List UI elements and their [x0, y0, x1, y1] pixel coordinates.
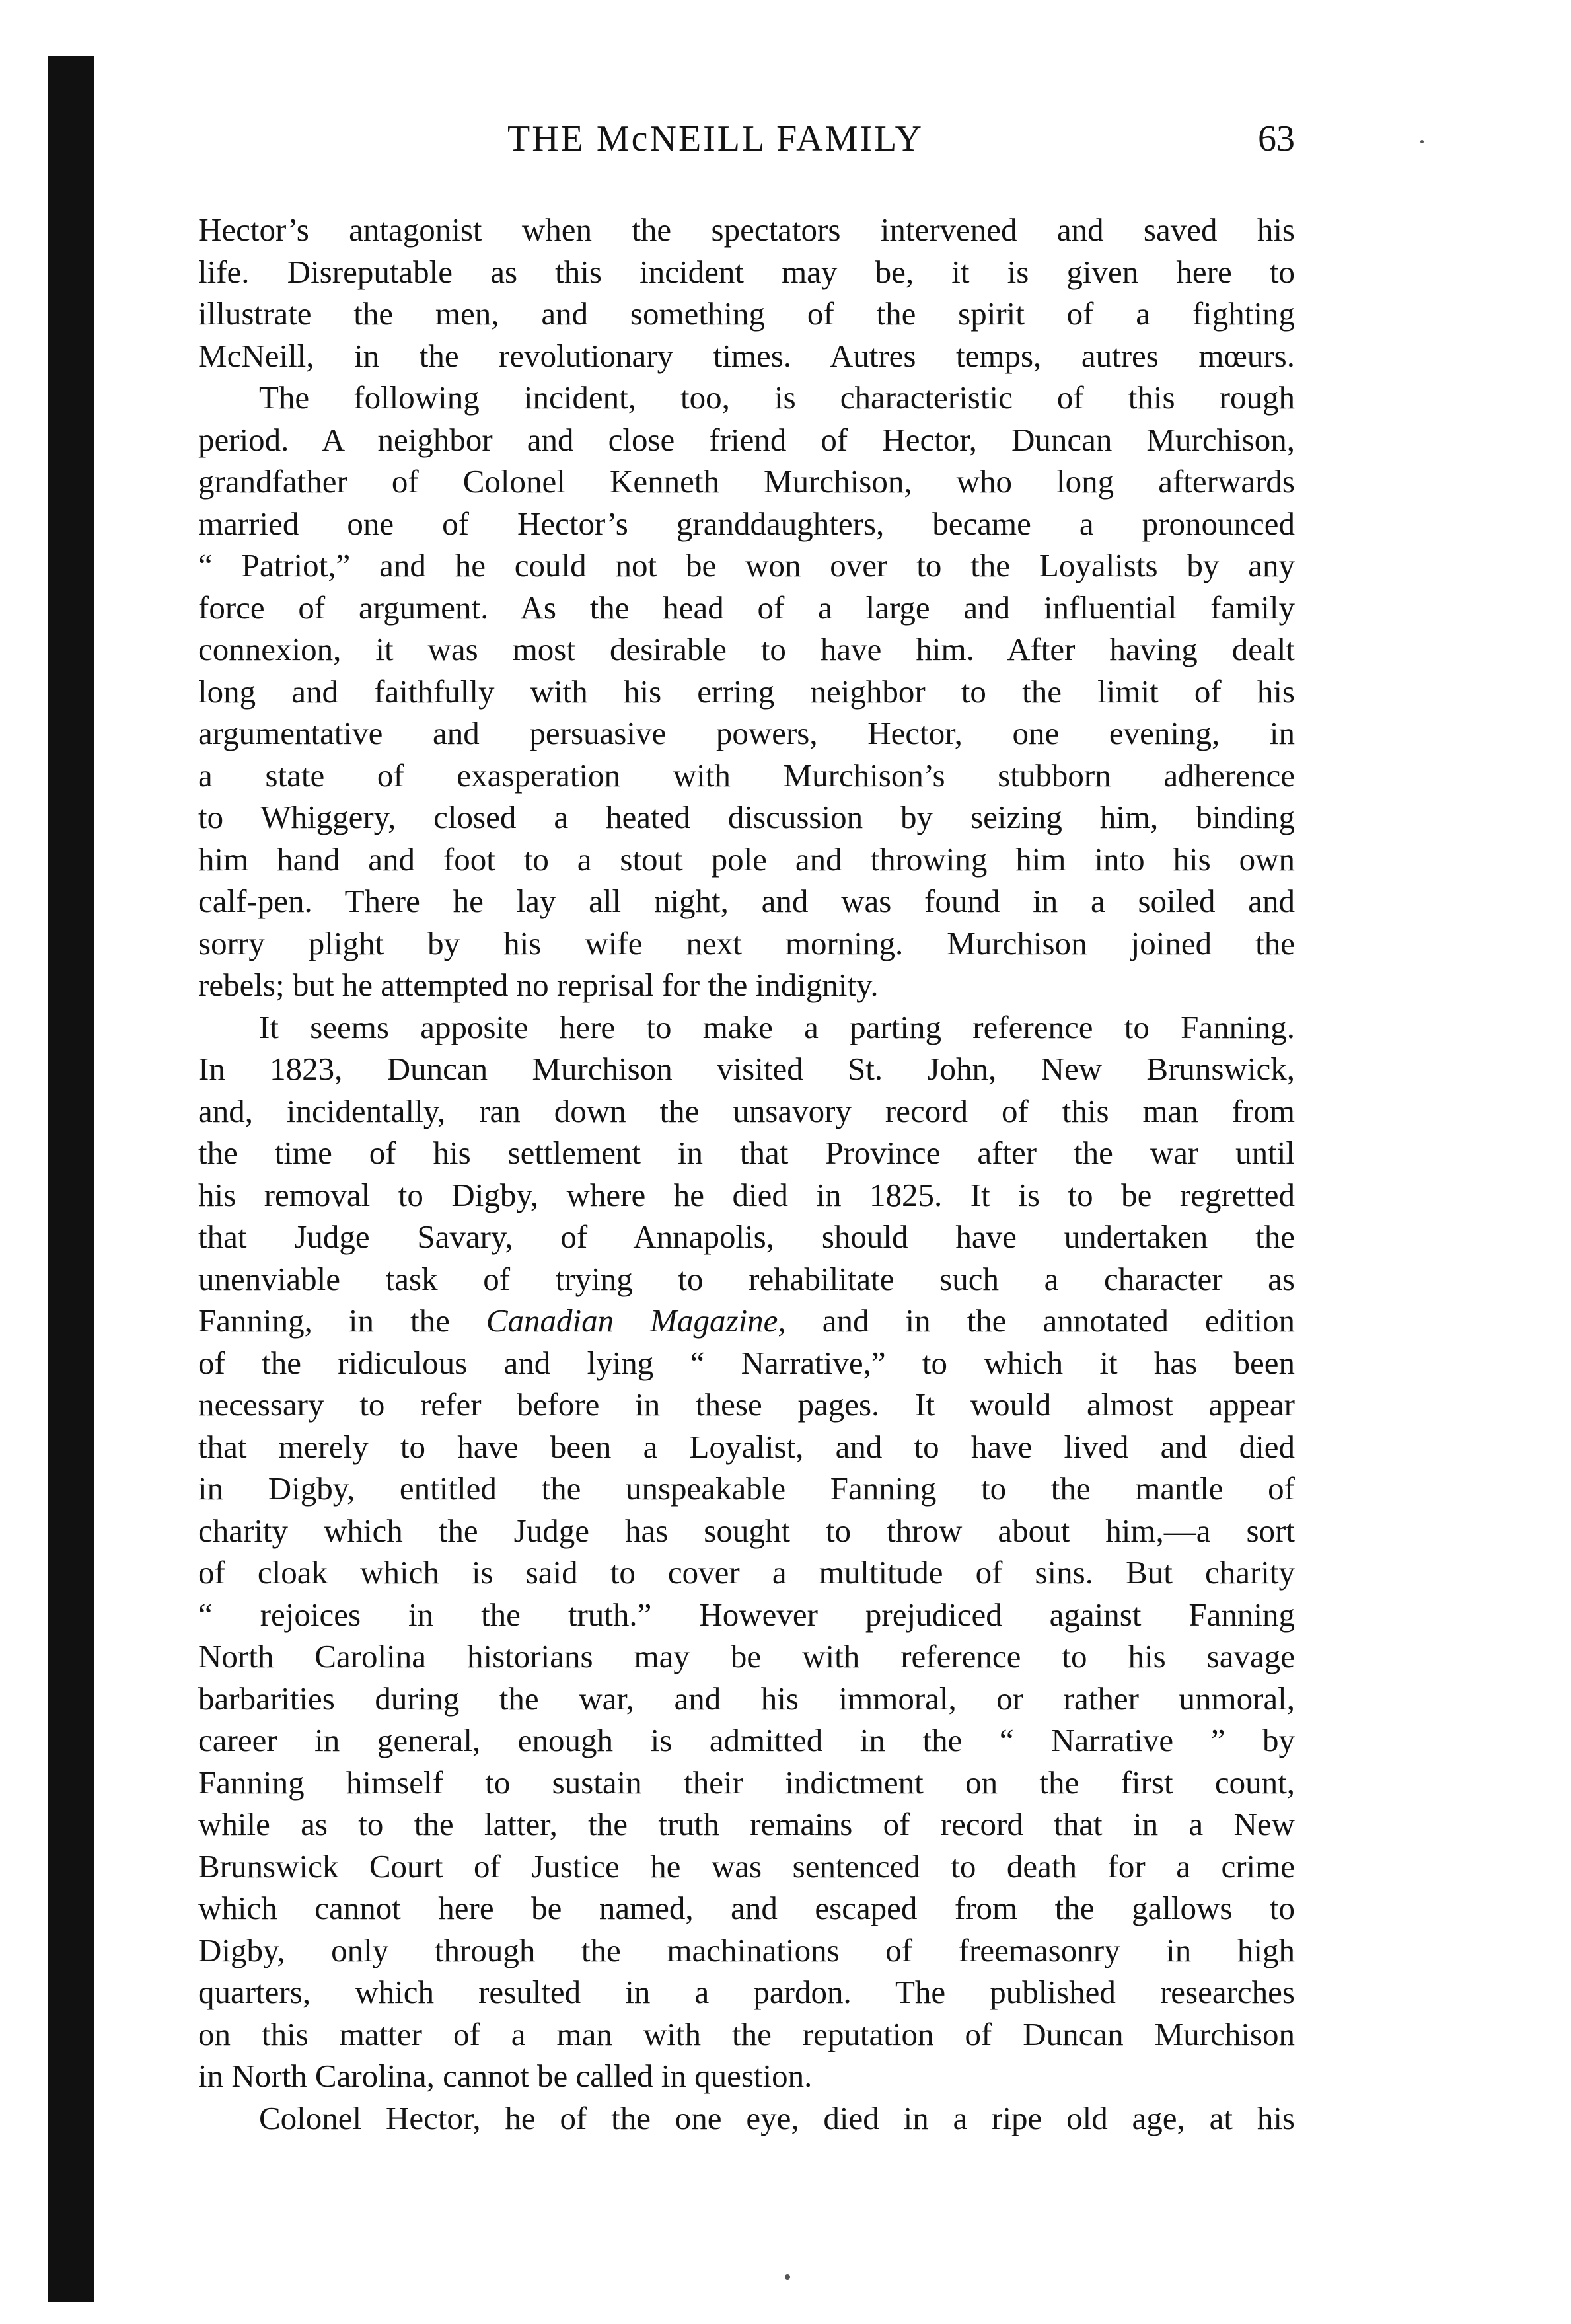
scan-speck	[1420, 140, 1424, 143]
text-line: his removal to Digby, where he died in 1825. It is to be regretted	[198, 1176, 1295, 1213]
text-line: and, incidentally, ran down the unsavory record of this man from	[198, 1092, 1295, 1129]
text-line: of cloak which is said to cover a multitude of sins. But charity	[198, 1554, 1295, 1591]
text-line: calf-pen. There he lay all night, and was found in a soiled and	[198, 883, 1295, 919]
text-line: Brunswick Court of Justice he was sentenced to death for a crime	[198, 1848, 1295, 1885]
text-line: him hand and foot to a stout pole and throwing him into his own	[198, 841, 1295, 878]
text-line: a state of exasperation with Murchison’s stubborn adherence	[198, 757, 1295, 794]
text-line: necessary to refer before in these pages. It would almost appear	[198, 1386, 1295, 1423]
scan-edge-shadow	[48, 56, 94, 2302]
text-line: in Digby, entitled the unspeakable Fanning to the mantle of	[198, 1470, 1295, 1507]
text-line: married one of Hector’s granddaughters, became a pronounced	[198, 505, 1295, 542]
text-line: unenviable task of trying to rehabilitate such a character as	[198, 1260, 1295, 1297]
text-line: which cannot here be named, and escaped from the gallows to	[198, 1890, 1295, 1926]
text-line: that merely to have been a Loyalist, and to have lived and died	[198, 1428, 1295, 1465]
text-line: Digby, only through the machinations of freemasonry in high	[198, 1931, 1295, 1968]
text-line: In 1823, Duncan Murchison visited St. John, New Brunswick,	[198, 1051, 1295, 1087]
text-line: Fanning himself to sustain their indictment on the first count,	[198, 1764, 1295, 1801]
text-line: force of argument. As the head of a large and influential family	[198, 589, 1295, 626]
text-line: Hector’s antagonist when the spectators intervened and saved his	[198, 211, 1295, 248]
scan-speck	[785, 2274, 790, 2280]
text-line: It seems apposite here to make a parting reference to Fanning.	[259, 1008, 1295, 1045]
text-line: connexion, it was most desirable to have him. After having dealt	[198, 631, 1295, 667]
text-line: the time of his settlement in that Province after the war until	[198, 1135, 1295, 1171]
text-line: argumentative and persuasive powers, Hector, one evening, in	[198, 715, 1295, 751]
body-text	[198, 209, 1295, 2139]
text-line: quarters, which resulted in a pardon. The published researches	[198, 1974, 1295, 2010]
page-number: 63	[1258, 118, 1295, 159]
text-line: career in general, enough is admitted in the “ Narrative ” by	[198, 1722, 1295, 1758]
text-line: “ Patriot,” and he could not be won over to the Loyalists by any	[198, 547, 1295, 583]
text-line: The following incident, too, is characteristic of this rough	[259, 379, 1295, 416]
text-line: McNeill, in the revolutionary times. Autres temps, autres mœurs.	[198, 337, 1295, 374]
text-line: rebels; but he attempted no reprisal for the indignity.	[198, 967, 879, 1003]
text-line: grandfather of Colonel Kenneth Murchison, who long afterwards	[198, 463, 1295, 500]
magazine-title: Canadian Magazine,	[486, 1302, 786, 1339]
text-line: on this matter of a man with the reputation of Duncan Murchison	[198, 2015, 1295, 2052]
text-line: of the ridiculous and lying “ Narrative,” to which it has been	[198, 1344, 1295, 1381]
text-line: that Judge Savary, of Annapolis, should have undertaken the	[198, 1218, 1295, 1255]
page-header	[198, 118, 1295, 177]
text-line: to Whiggery, closed a heated discussion by seizing him, binding	[198, 799, 1295, 835]
text-run: Fanning, in the	[198, 1302, 486, 1339]
text-line: North Carolina historians may be with reference to his savage	[198, 1638, 1295, 1674]
text-line: “ rejoices in the truth.” However prejudiced against Fanning	[198, 1596, 1295, 1633]
text-line: in North Carolina, cannot be called in question.	[198, 2058, 813, 2094]
text-line: charity which the Judge has sought to throw about him,—a sort	[198, 1512, 1295, 1549]
text-line: life. Disreputable as this incident may be, it is given here to	[198, 253, 1295, 290]
text-line	[198, 1300, 1295, 1342]
text-line: barbarities during the war, and his immoral, or rather unmoral,	[198, 1680, 1295, 1717]
text-line: while as to the latter, the truth remains of record that in a New	[198, 1806, 1295, 1842]
text-line: sorry plight by his wife next morning. Murchison joined the	[198, 924, 1295, 961]
text-run: and in the annotated edition	[786, 1302, 1295, 1339]
text-line: illustrate the men, and something of the spirit of a fighting	[198, 295, 1295, 332]
running-title: THE McNEILL FAMILY	[507, 118, 924, 159]
text-line: long and faithfully with his erring neighbor to the limit of his	[198, 673, 1295, 710]
text-line: period. A neighbor and close friend of Hector, Duncan Murchison,	[198, 421, 1295, 458]
text-line: Colonel Hector, he of the one eye, died in a ripe old age, at his	[259, 2099, 1295, 2136]
